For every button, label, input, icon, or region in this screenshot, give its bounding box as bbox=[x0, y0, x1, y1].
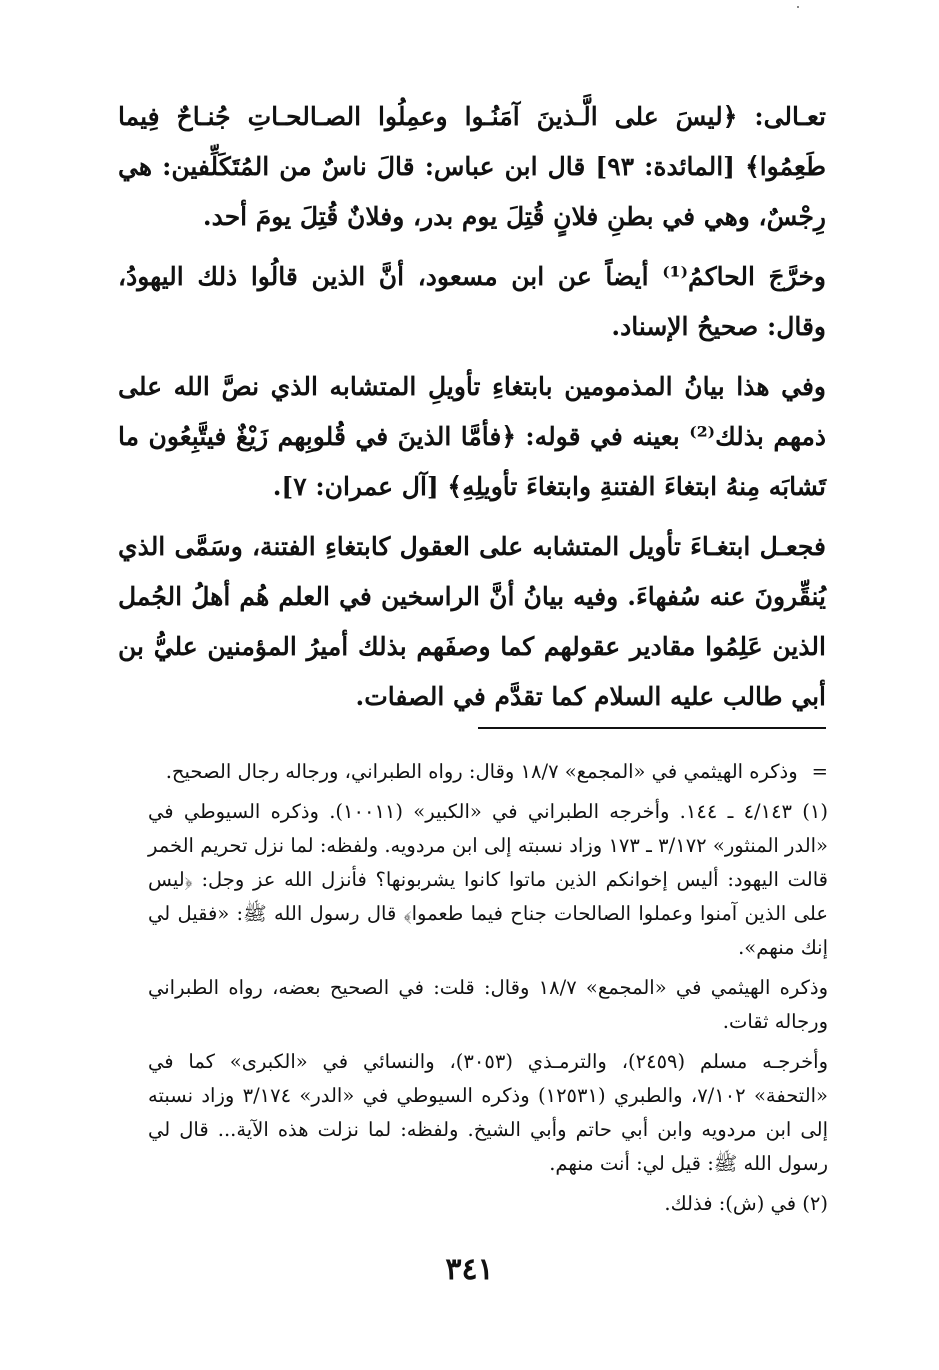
paragraph-4-text: فجعـل ابتغـاءَ تأويل المتشابه على العقول كابتغاءِ الفتنة، وسَمَّى الذي يُنقِّرونَ عنه سُفهاءَ. وفيه بيانُ أنَّ الراسخين في العلم هُم أهلُ الجُمل الذين عَلِمُوا مقادير عقولهم كما وصفَهم بذلك أميرُ المؤمنين عليُّ بن أبي طالب عليه السلام كما تقدَّم في الصفات. bbox=[118, 532, 826, 711]
footnotes bbox=[148, 755, 828, 1227]
footnote-1-part-b bbox=[148, 971, 828, 1039]
scan-speck bbox=[797, 6, 799, 8]
paragraph-2 bbox=[118, 252, 826, 352]
footnote-1 bbox=[148, 795, 828, 965]
footnote-continuation-text: وذكره الهيثمي في «المجمع» ١٨/٧ وقال: رواه الطبراني، ورجاله رجال الصحيح. bbox=[165, 760, 798, 783]
paragraph-3 bbox=[118, 362, 826, 512]
continuation-mark: = bbox=[811, 760, 828, 783]
footnote-1-text-b: وذكره الهيثمي في «المجمع» ١٨/٧ وقال: قلت: في الصحيح بعضه، رواه الطبراني ورجاله ثقات. bbox=[148, 976, 829, 1033]
footnote-2 bbox=[148, 1187, 828, 1221]
page-number: ٣٤١ bbox=[445, 1252, 494, 1287]
paragraph-3-text: وفي هذا بيانُ المذمومين بابتغاءِ تأويلِ المتشابه الذي نصَّ الله على ذمهم بذلك⁽²⁾ بعينه في قوله: ﴿فأمَّا الذينَ في قُلوبِهم زَيْغٌ فيتَّبِعُون ما تَشابَه مِنهُ ابتغاءَ الفتنةِ وابتغاءَ تأويلِهِ﴾ [آل عمران: ٧]. bbox=[118, 372, 827, 501]
footnote-1-text-c: وأخرجـه مسلم (٢٤٥٩)، والترمـذي (٣٠٥٣)، والنسائي في «الكبرى» كما في «التحفة» ٧/١٠٢، والطبري (١٢٥٣١) وذكره السيوطي في «الدر» ٣/١٧٤ وزاد نسبته إلى ابن مردويه وابن أبي حاتم وأبي الشيخ. ولفظه: لما نزلت هذه الآية... قال لي رسول الله ﷺ: قيل لي: أنت منهم. bbox=[148, 1050, 828, 1175]
paragraph-1-text: تعـالى: ﴿ليسَ على الَّـذينَ آمَنُـوا وعمِلُوا الصـالحـاتِ جُنـاحٌ فِيما طَعِمُوا﴾ [المائدة: ٩٣] قال ابن عباس: قالَ ناسٌ من المُتَكَلِّفين: هي رِجْسٌ، وهي في بطنِ فلانٍ قُتِلَ يوم بدر، وفلانٌ قُتِلَ يومَ أحد. bbox=[118, 102, 826, 231]
main-text bbox=[118, 92, 826, 732]
paragraph-2-text: وخرَّجَ الحاكمُ⁽¹⁾ أيضاً عن ابن مسعود، أنَّ الذين قالُوا ذلك اليهودُ، وقال: صحيحُ الإسناد. bbox=[118, 262, 827, 341]
footnote-1-part-c bbox=[148, 1045, 828, 1181]
footnote-continuation bbox=[148, 755, 828, 789]
footnote-2-number: (٢) bbox=[802, 1192, 828, 1215]
paragraph-4 bbox=[118, 522, 826, 722]
footnote-1-number: (١) bbox=[802, 800, 828, 823]
footnote-separator bbox=[478, 727, 826, 729]
paragraph-1 bbox=[118, 92, 826, 242]
footnote-2-text: في (ش): فذلك. bbox=[664, 1192, 797, 1215]
footnote-1-text-a: ٤/١٤٣ ـ ١٤٤. وأخرجه الطبراني في «الكبير» (١٠٠١١). وذكره السيوطي في «الدر المنثور» ٣/١٧٢ ـ ١٧٣ وزاد نسبته إلى ابن مردويه. ولفظه: لما نزل تحريم الخمر قالت اليهود: أليس إخوانكم الذين ماتوا كانوا يشربونها؟ فأنزل الله عز وجل: ﴿ليس على الذين آمنوا وعملوا الصالحات جناح فيما طعموا﴾ قال رسول الله ﷺ: «فقيل لي إنك منهم». bbox=[148, 800, 828, 959]
